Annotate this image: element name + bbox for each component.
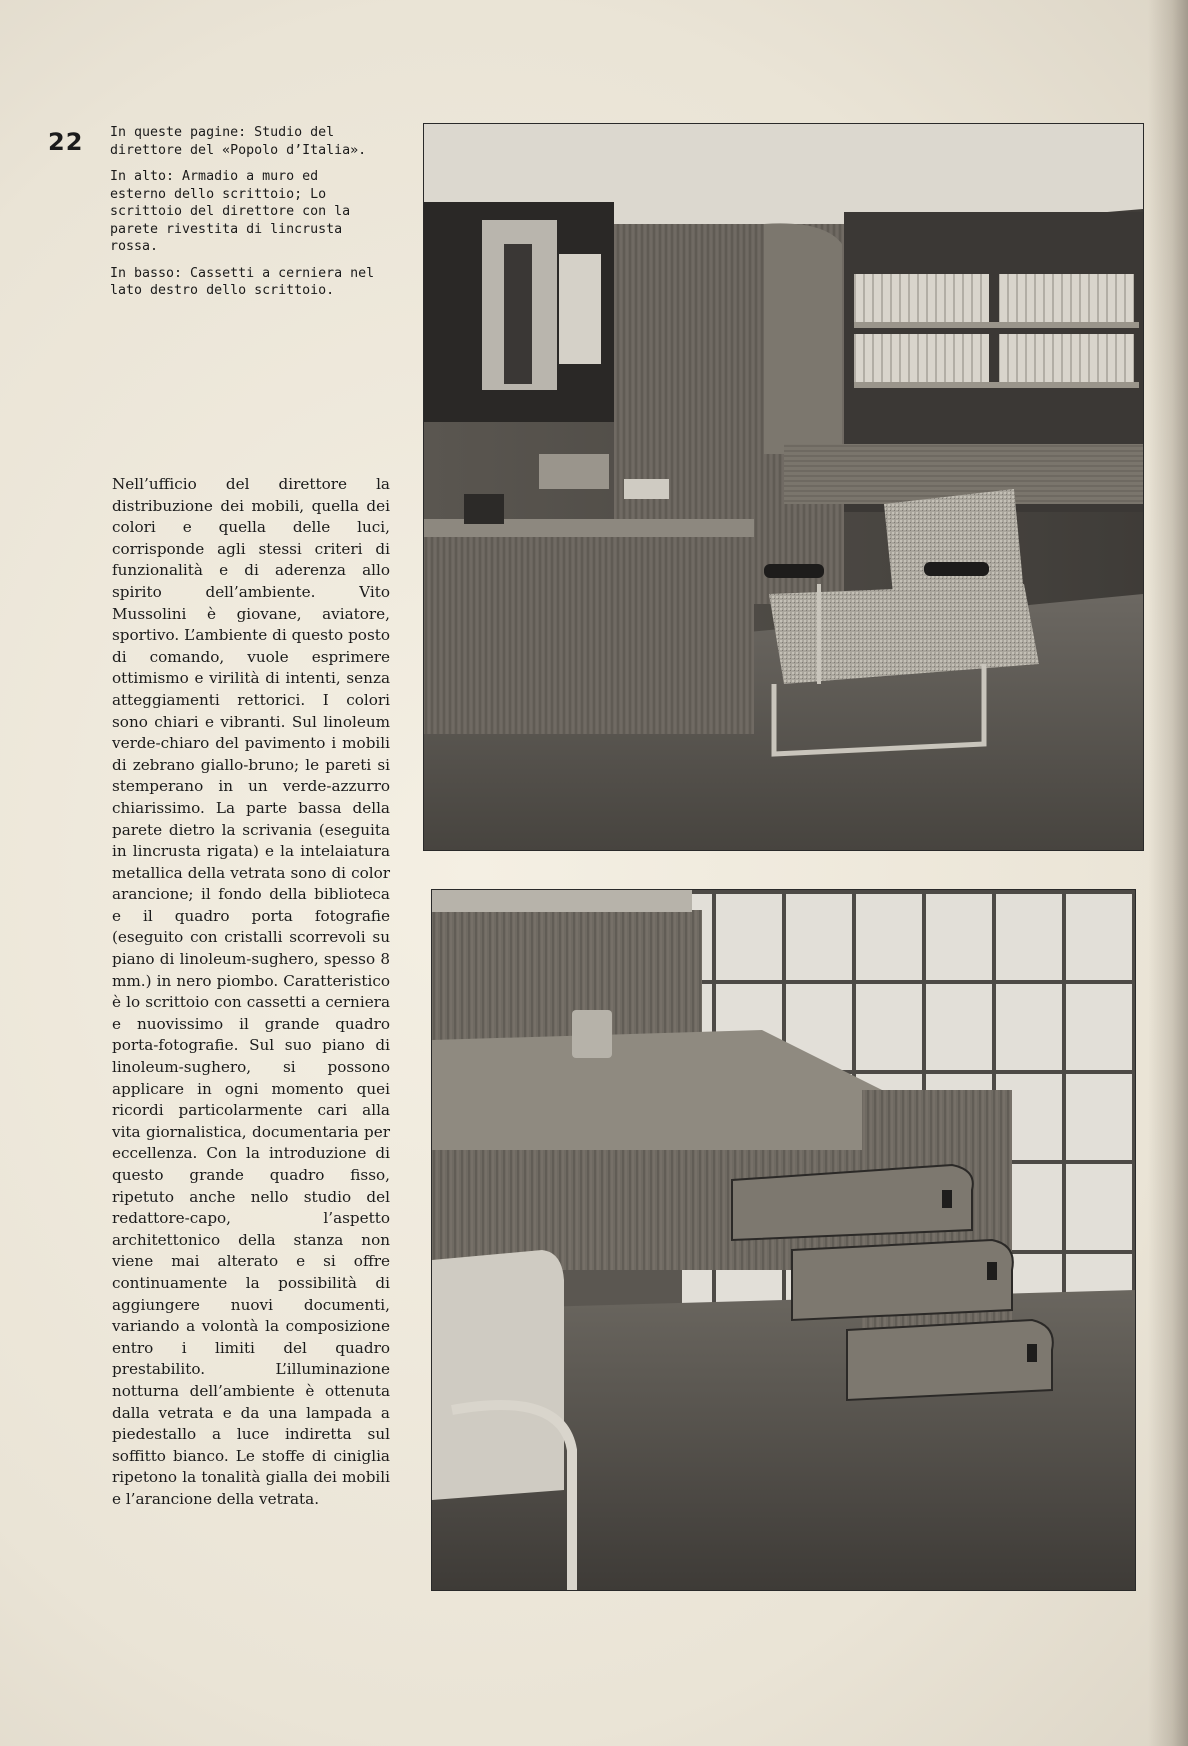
caption-line: In queste pagine: Studio del direttore del «Popolo d’Italia». [110, 125, 367, 158]
page-number: 22 [48, 128, 84, 156]
caption-line: In alto: Armadio a muro ed esterno dello scrittoio; Lo scrittoio del direttore con la parete rivestita di lincrusta rossa. [110, 169, 351, 254]
desk-drawers-photo [432, 890, 1135, 1590]
office-interior-photo [424, 124, 1143, 850]
caption-line: In basso: Cassetti a cerniera nel lato destro dello scrittoio. [110, 265, 375, 298]
page-gutter-shadow [1148, 0, 1188, 1746]
article-body: Nell’ufficio del direttore la distribuzione dei mobili, quella dei colori e quella delle luci, corrisponde agli stessi criteri di funzionalità e di aderenza allo spirito dell’ambiente. Vito Mussolini è giovane, aviatore, sportivo. L’ambiente di questo posto di comando, vuole esprimere ottimismo e virilità di intenti, senza atteggiamenti rettorici. I colori sono chiari e vibranti. Sul linoleum verde-chiaro del pavimento i mobili di zebrano giallo-bruno; le pareti si stemperano in un verde-azzurro chiarissimo. La parte bassa della parete dietro la scrivania (eseguita in lincrusta rigata) e la intelaiatura metallica della vetrata sono di color arancione; il fondo della biblioteca e il quadro porta fotografie (eseguito con cristalli scorrevoli su piano di linoleum-sughero, spesso 8 mm.) in nero piombo. Caratteristico è lo scrittoio con cassetti a cerniera e nuovissimo il grande quadro porta-fotografie. Sul suo piano di linoleum-sughero, si possono applicare in ogni momento quei ricordi particolarmente cari alla vita giornalistica, documentaria per eccellenza. Con la introduzione di questo grande quadro fisso, ripetuto anche nello studio del redattore-capo, l’aspetto architettonico della stanza non viene mai alterato e si offre continuamente la possibilità di aggiungere nuovi documenti, variando a volontà la composizione entro i limiti del quadro prestabilito. L’illuminazione notturna dell’ambiente è ottenuta dalla vetrata e da una lampada a piedestallo a luce indiretta sul soffitto bianco. Le stoffe di ciniglia ripetono la tonalità gialla dei mobili e l’arancione della vetrata. [112, 475, 390, 1508]
photo-caption [110, 124, 380, 309]
